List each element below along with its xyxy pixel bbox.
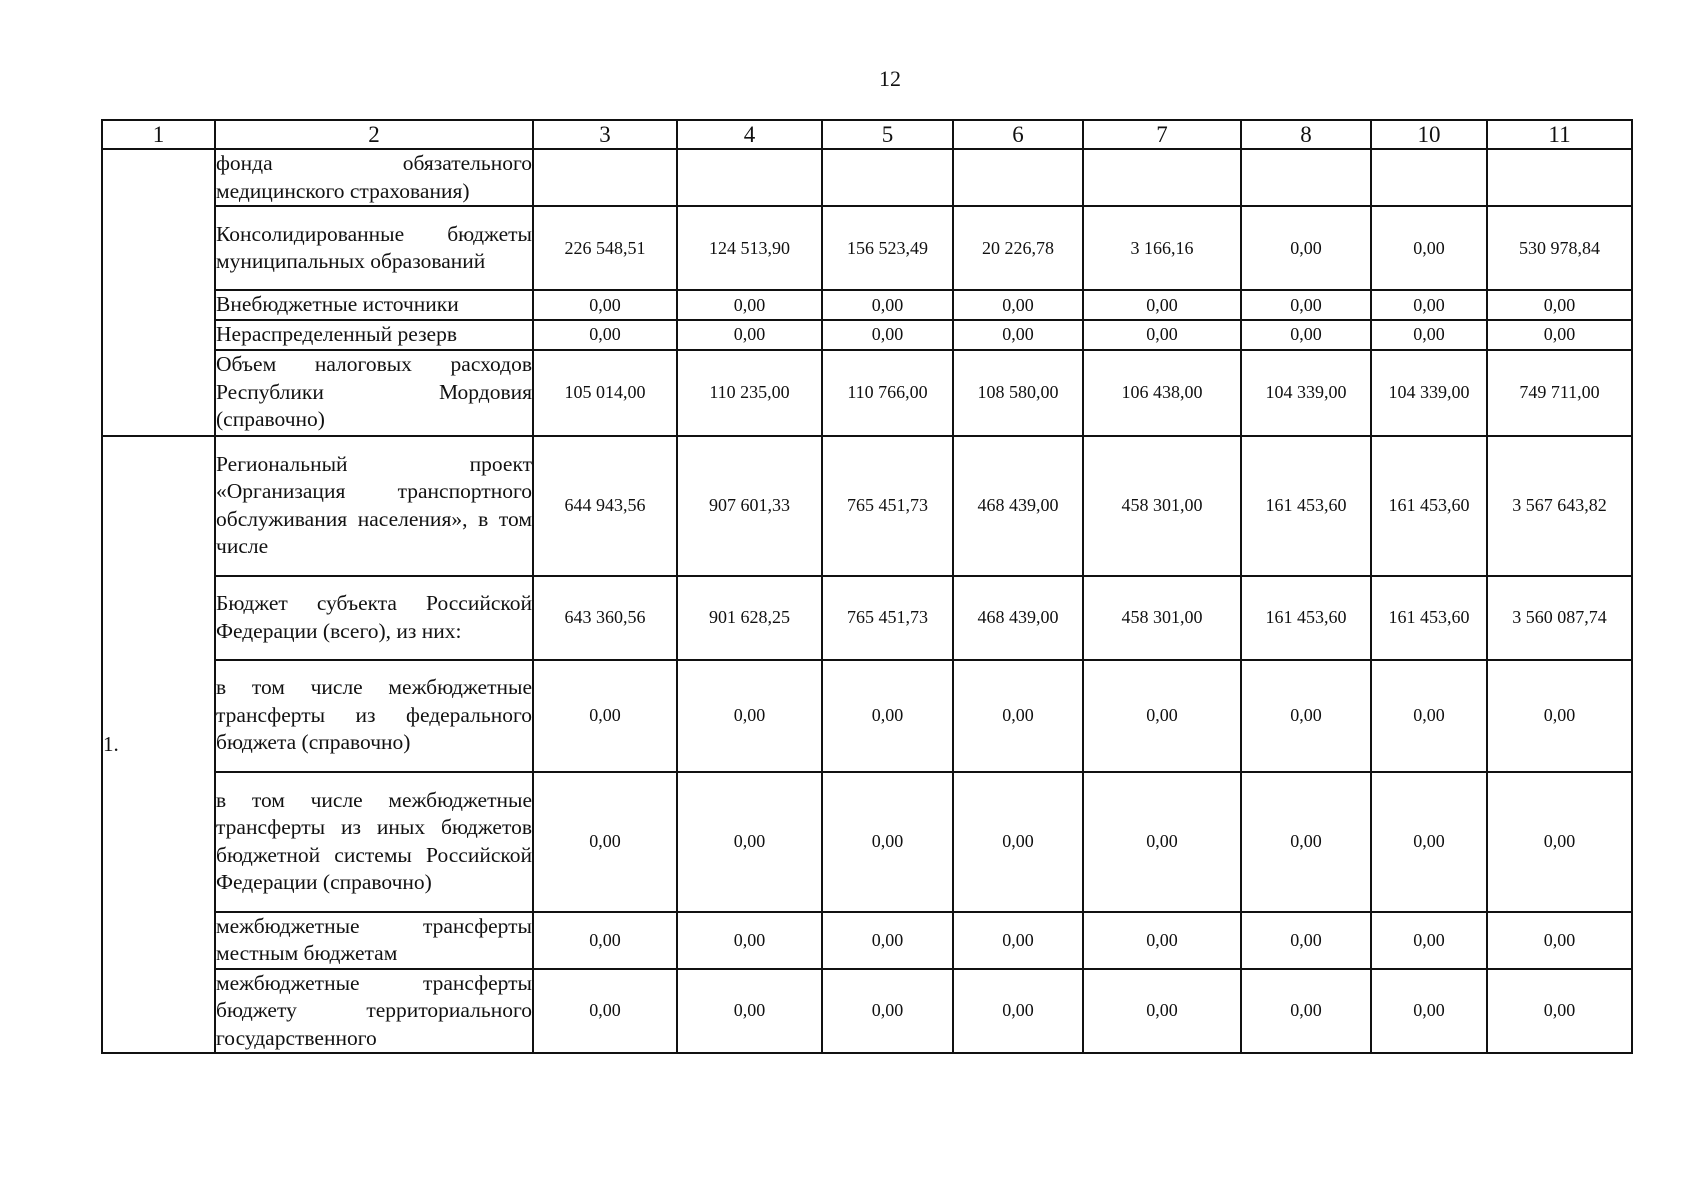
column-number-header: 11 bbox=[1487, 120, 1632, 149]
value-cell: 765 451,73 bbox=[822, 576, 953, 660]
row-name: межбюджетные трансферты бюджету территориального государственного bbox=[215, 969, 533, 1054]
value-cell: 0,00 bbox=[677, 660, 822, 772]
value-cell: 0,00 bbox=[953, 969, 1083, 1054]
row-name: в том числе межбюджетные трансферты из иных бюджетов бюджетной системы Российской Федерации (справочно) bbox=[215, 772, 533, 912]
column-number-header: 2 bbox=[215, 120, 533, 149]
row-number bbox=[102, 149, 215, 436]
value-cell: 458 301,00 bbox=[1083, 576, 1241, 660]
table-row bbox=[102, 912, 1632, 969]
value-cell: 104 339,00 bbox=[1241, 350, 1371, 436]
value-cell: 0,00 bbox=[1083, 660, 1241, 772]
row-name: Консолидированные бюджеты муниципальных образований bbox=[215, 206, 533, 290]
value-cell: 156 523,49 bbox=[822, 206, 953, 290]
value-cell: 0,00 bbox=[677, 912, 822, 969]
value-cell: 0,00 bbox=[953, 772, 1083, 912]
table-row bbox=[102, 436, 1632, 576]
value-cell: 3 567 643,82 bbox=[1487, 436, 1632, 576]
value-cell: 161 453,60 bbox=[1241, 436, 1371, 576]
value-cell bbox=[1487, 149, 1632, 206]
budget-table bbox=[101, 119, 1633, 1054]
value-cell: 0,00 bbox=[533, 772, 677, 912]
value-cell: 0,00 bbox=[533, 912, 677, 969]
value-cell: 226 548,51 bbox=[533, 206, 677, 290]
value-cell: 0,00 bbox=[1487, 290, 1632, 320]
value-cell: 0,00 bbox=[1371, 660, 1487, 772]
value-cell: 0,00 bbox=[1487, 969, 1632, 1054]
value-cell: 907 601,33 bbox=[677, 436, 822, 576]
value-cell: 106 438,00 bbox=[1083, 350, 1241, 436]
table-row bbox=[102, 290, 1632, 320]
value-cell: 0,00 bbox=[1371, 969, 1487, 1054]
value-cell: 110 235,00 bbox=[677, 350, 822, 436]
value-cell: 0,00 bbox=[1241, 969, 1371, 1054]
value-cell: 0,00 bbox=[953, 660, 1083, 772]
value-cell: 0,00 bbox=[677, 772, 822, 912]
row-number: 1. bbox=[102, 436, 215, 1054]
value-cell: 0,00 bbox=[822, 912, 953, 969]
table-row bbox=[102, 149, 1632, 206]
column-number-header: 3 bbox=[533, 120, 677, 149]
value-cell: 468 439,00 bbox=[953, 576, 1083, 660]
table-row bbox=[102, 320, 1632, 350]
table-row bbox=[102, 206, 1632, 290]
value-cell: 468 439,00 bbox=[953, 436, 1083, 576]
value-cell: 0,00 bbox=[953, 290, 1083, 320]
table-row bbox=[102, 772, 1632, 912]
value-cell: 0,00 bbox=[1487, 660, 1632, 772]
column-number-header: 5 bbox=[822, 120, 953, 149]
value-cell: 0,00 bbox=[1487, 912, 1632, 969]
value-cell: 0,00 bbox=[677, 290, 822, 320]
column-number-header: 4 bbox=[677, 120, 822, 149]
page-number: 12 bbox=[879, 66, 901, 91]
value-cell: 0,00 bbox=[1083, 772, 1241, 912]
value-cell: 749 711,00 bbox=[1487, 350, 1632, 436]
table-row bbox=[102, 969, 1632, 1054]
value-cell bbox=[953, 149, 1083, 206]
value-cell bbox=[1371, 149, 1487, 206]
value-cell: 0,00 bbox=[1241, 290, 1371, 320]
column-number-header: 10 bbox=[1371, 120, 1487, 149]
value-cell: 105 014,00 bbox=[533, 350, 677, 436]
value-cell: 0,00 bbox=[533, 320, 677, 350]
value-cell: 108 580,00 bbox=[953, 350, 1083, 436]
row-name: Объем налоговых расходов Республики Мордовия (справочно) bbox=[215, 350, 533, 436]
value-cell: 124 513,90 bbox=[677, 206, 822, 290]
column-number-header: 8 bbox=[1241, 120, 1371, 149]
table-row bbox=[102, 660, 1632, 772]
column-number-row bbox=[102, 120, 1632, 149]
value-cell: 0,00 bbox=[953, 912, 1083, 969]
table-row bbox=[102, 576, 1632, 660]
value-cell: 0,00 bbox=[1487, 320, 1632, 350]
value-cell bbox=[822, 149, 953, 206]
value-cell: 0,00 bbox=[1083, 969, 1241, 1054]
value-cell: 20 226,78 bbox=[953, 206, 1083, 290]
value-cell: 0,00 bbox=[1083, 912, 1241, 969]
value-cell: 765 451,73 bbox=[822, 436, 953, 576]
column-number-header: 6 bbox=[953, 120, 1083, 149]
row-name: Бюджет субъекта Российской Федерации (всего), из них: bbox=[215, 576, 533, 660]
value-cell: 104 339,00 bbox=[1371, 350, 1487, 436]
value-cell bbox=[1083, 149, 1241, 206]
value-cell: 0,00 bbox=[533, 969, 677, 1054]
value-cell: 0,00 bbox=[1371, 206, 1487, 290]
value-cell: 3 560 087,74 bbox=[1487, 576, 1632, 660]
value-cell: 0,00 bbox=[822, 660, 953, 772]
value-cell: 0,00 bbox=[1241, 206, 1371, 290]
value-cell: 0,00 bbox=[953, 320, 1083, 350]
column-number-header: 7 bbox=[1083, 120, 1241, 149]
value-cell: 161 453,60 bbox=[1241, 576, 1371, 660]
value-cell: 0,00 bbox=[1371, 912, 1487, 969]
value-cell: 0,00 bbox=[677, 969, 822, 1054]
value-cell bbox=[1241, 149, 1371, 206]
value-cell: 901 628,25 bbox=[677, 576, 822, 660]
value-cell: 643 360,56 bbox=[533, 576, 677, 660]
value-cell: 0,00 bbox=[822, 969, 953, 1054]
row-name: фонда обязательного медицинского страхования) bbox=[215, 149, 533, 206]
value-cell: 0,00 bbox=[533, 660, 677, 772]
value-cell bbox=[533, 149, 677, 206]
row-name: межбюджетные трансферты местным бюджетам bbox=[215, 912, 533, 969]
value-cell: 0,00 bbox=[822, 320, 953, 350]
value-cell: 0,00 bbox=[822, 772, 953, 912]
value-cell: 0,00 bbox=[1083, 290, 1241, 320]
value-cell: 0,00 bbox=[533, 290, 677, 320]
value-cell: 161 453,60 bbox=[1371, 576, 1487, 660]
row-name: Внебюджетные источники bbox=[215, 290, 533, 320]
value-cell bbox=[677, 149, 822, 206]
row-name: Нераспределенный резерв bbox=[215, 320, 533, 350]
value-cell: 0,00 bbox=[822, 290, 953, 320]
value-cell: 3 166,16 bbox=[1083, 206, 1241, 290]
row-name: Региональный проект «Организация транспортного обслуживания населения», в том числе bbox=[215, 436, 533, 576]
value-cell: 0,00 bbox=[1371, 320, 1487, 350]
value-cell: 530 978,84 bbox=[1487, 206, 1632, 290]
row-name: в том числе межбюджетные трансферты из федерального бюджета (справочно) bbox=[215, 660, 533, 772]
value-cell: 0,00 bbox=[1371, 290, 1487, 320]
value-cell: 161 453,60 bbox=[1371, 436, 1487, 576]
value-cell: 0,00 bbox=[1241, 660, 1371, 772]
value-cell: 110 766,00 bbox=[822, 350, 953, 436]
value-cell: 0,00 bbox=[1241, 320, 1371, 350]
column-number-header: 1 bbox=[102, 120, 215, 149]
value-cell: 458 301,00 bbox=[1083, 436, 1241, 576]
value-cell: 0,00 bbox=[1241, 912, 1371, 969]
value-cell: 0,00 bbox=[677, 320, 822, 350]
value-cell: 644 943,56 bbox=[533, 436, 677, 576]
value-cell: 0,00 bbox=[1371, 772, 1487, 912]
value-cell: 0,00 bbox=[1083, 320, 1241, 350]
value-cell: 0,00 bbox=[1487, 772, 1632, 912]
value-cell: 0,00 bbox=[1241, 772, 1371, 912]
table-row bbox=[102, 350, 1632, 436]
